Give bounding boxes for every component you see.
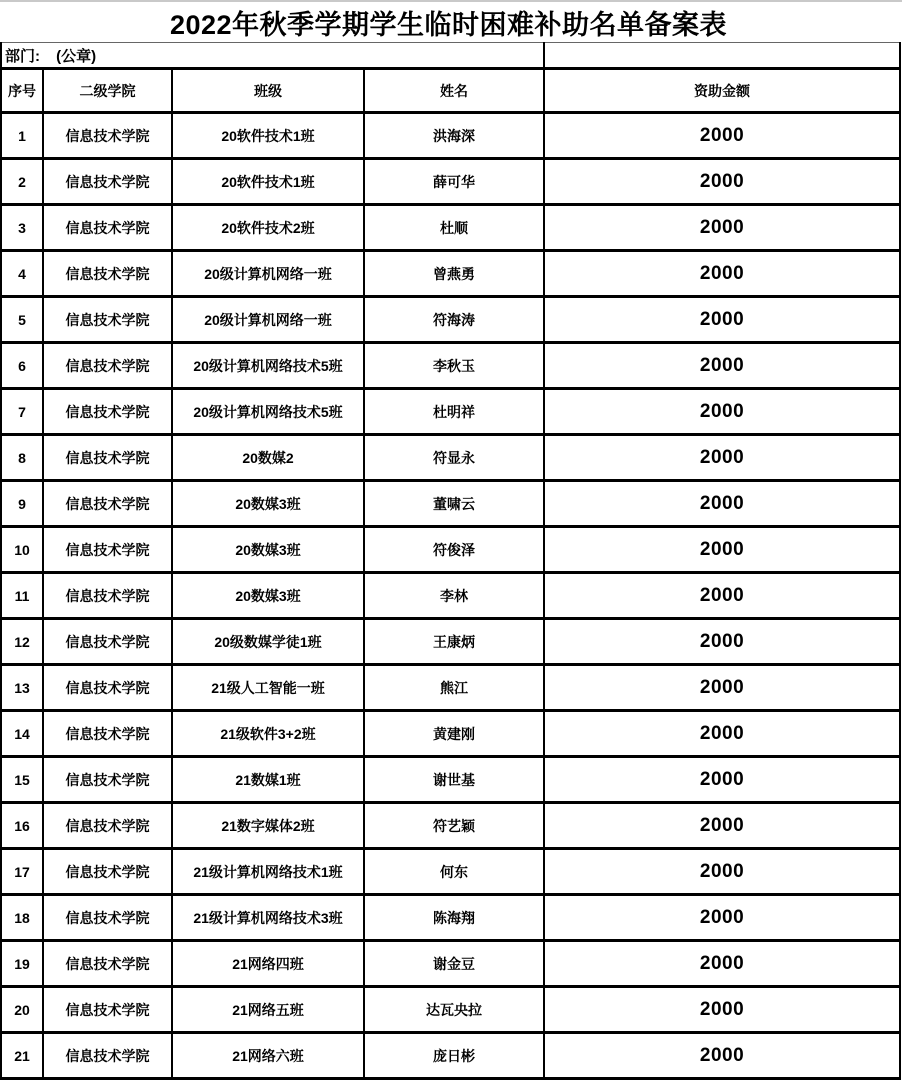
college-cell: 信息技术学院 — [43, 711, 172, 757]
name-cell: 陈海翔 — [364, 895, 544, 941]
amount-cell: 2000 — [544, 251, 900, 297]
amount-cell: 2000 — [544, 435, 900, 481]
college-cell: 信息技术学院 — [43, 297, 172, 343]
class-cell: 20软件技术1班 — [172, 113, 364, 159]
serial-cell: 9 — [1, 481, 43, 527]
serial-cell: 15 — [1, 757, 43, 803]
college-cell: 信息技术学院 — [43, 205, 172, 251]
name-cell: 谢金豆 — [364, 941, 544, 987]
name-cell: 符艺颖 — [364, 803, 544, 849]
serial-cell: 1 — [1, 113, 43, 159]
amount-cell: 2000 — [544, 849, 900, 895]
serial-cell: 14 — [1, 711, 43, 757]
roster-table — [0, 42, 901, 1080]
table-row — [1, 435, 900, 481]
column-header-amount: 资助金额 — [544, 69, 900, 113]
college-cell: 信息技术学院 — [43, 757, 172, 803]
serial-cell: 11 — [1, 573, 43, 619]
column-header-college: 二级学院 — [43, 69, 172, 113]
college-cell: 信息技术学院 — [43, 941, 172, 987]
table-row — [1, 113, 900, 159]
column-header-serial: 序号 — [1, 69, 43, 113]
amount-cell: 2000 — [544, 803, 900, 849]
college-cell: 信息技术学院 — [43, 435, 172, 481]
name-cell: 达瓦央拉 — [364, 987, 544, 1033]
class-cell: 20级计算机网络技术5班 — [172, 343, 364, 389]
amount-cell: 2000 — [544, 527, 900, 573]
name-cell: 薛可华 — [364, 159, 544, 205]
amount-cell: 2000 — [544, 757, 900, 803]
name-cell: 杜顺 — [364, 205, 544, 251]
amount-cell: 2000 — [544, 113, 900, 159]
name-cell: 何东 — [364, 849, 544, 895]
serial-cell: 19 — [1, 941, 43, 987]
name-cell: 符俊泽 — [364, 527, 544, 573]
college-cell: 信息技术学院 — [43, 159, 172, 205]
amount-cell: 2000 — [544, 573, 900, 619]
class-cell: 20软件技术2班 — [172, 205, 364, 251]
serial-cell: 18 — [1, 895, 43, 941]
class-cell: 21级计算机网络技术1班 — [172, 849, 364, 895]
college-cell: 信息技术学院 — [43, 113, 172, 159]
amount-cell: 2000 — [544, 711, 900, 757]
class-cell: 21网络四班 — [172, 941, 364, 987]
amount-cell: 2000 — [544, 389, 900, 435]
class-cell: 20数媒2 — [172, 435, 364, 481]
name-cell: 符海涛 — [364, 297, 544, 343]
table-row — [1, 159, 900, 205]
serial-cell: 3 — [1, 205, 43, 251]
table-row — [1, 941, 900, 987]
college-cell: 信息技术学院 — [43, 251, 172, 297]
class-cell: 20数媒3班 — [172, 527, 364, 573]
serial-cell: 13 — [1, 665, 43, 711]
name-cell: 李林 — [364, 573, 544, 619]
table-row — [1, 757, 900, 803]
college-cell: 信息技术学院 — [43, 573, 172, 619]
table-row — [1, 1033, 900, 1079]
serial-cell: 17 — [1, 849, 43, 895]
serial-cell: 21 — [1, 1033, 43, 1079]
department-cell — [1, 43, 544, 69]
table-row — [1, 573, 900, 619]
amount-cell: 2000 — [544, 159, 900, 205]
table-row — [1, 205, 900, 251]
department-row — [1, 43, 900, 69]
serial-cell: 2 — [1, 159, 43, 205]
column-header-name: 姓名 — [364, 69, 544, 113]
college-cell: 信息技术学院 — [43, 481, 172, 527]
college-cell: 信息技术学院 — [43, 1033, 172, 1079]
class-cell: 21数媒1班 — [172, 757, 364, 803]
class-cell: 20软件技术1班 — [172, 159, 364, 205]
serial-cell: 4 — [1, 251, 43, 297]
name-cell: 谢世基 — [364, 757, 544, 803]
table-row — [1, 481, 900, 527]
class-cell: 20级计算机网络一班 — [172, 297, 364, 343]
serial-cell: 5 — [1, 297, 43, 343]
table-row — [1, 619, 900, 665]
table-body — [1, 113, 900, 1079]
name-cell: 符显永 — [364, 435, 544, 481]
college-cell: 信息技术学院 — [43, 389, 172, 435]
table-row — [1, 987, 900, 1033]
table-header-row — [1, 69, 900, 113]
class-cell: 21网络六班 — [172, 1033, 364, 1079]
table-row — [1, 389, 900, 435]
table-row — [1, 665, 900, 711]
table-row — [1, 343, 900, 389]
amount-cell: 2000 — [544, 205, 900, 251]
class-cell: 20数媒3班 — [172, 481, 364, 527]
serial-cell: 20 — [1, 987, 43, 1033]
name-cell: 洪海深 — [364, 113, 544, 159]
page-title: 2022年秋季学期学生临时困难补助名单备案表 — [169, 9, 728, 40]
serial-cell: 16 — [1, 803, 43, 849]
amount-cell: 2000 — [544, 941, 900, 987]
name-cell: 杜明祥 — [364, 389, 544, 435]
name-cell: 熊江 — [364, 665, 544, 711]
table-row — [1, 803, 900, 849]
name-cell: 李秋玉 — [364, 343, 544, 389]
amount-cell: 2000 — [544, 297, 900, 343]
name-cell: 庞日彬 — [364, 1033, 544, 1079]
amount-cell: 2000 — [544, 987, 900, 1033]
name-cell: 曾燕勇 — [364, 251, 544, 297]
table-row — [1, 711, 900, 757]
class-cell: 20级计算机网络技术5班 — [172, 389, 364, 435]
class-cell: 20级数媒学徒1班 — [172, 619, 364, 665]
serial-cell: 8 — [1, 435, 43, 481]
class-cell: 21网络五班 — [172, 987, 364, 1033]
class-cell: 21级软件3+2班 — [172, 711, 364, 757]
college-cell: 信息技术学院 — [43, 619, 172, 665]
amount-cell: 2000 — [544, 1033, 900, 1079]
amount-cell: 2000 — [544, 619, 900, 665]
amount-cell: 2000 — [544, 665, 900, 711]
college-cell: 信息技术学院 — [43, 343, 172, 389]
table-row — [1, 895, 900, 941]
serial-cell: 10 — [1, 527, 43, 573]
table-row — [1, 849, 900, 895]
column-header-class: 班级 — [172, 69, 364, 113]
serial-cell: 6 — [1, 343, 43, 389]
college-cell: 信息技术学院 — [43, 987, 172, 1033]
department-empty-cell — [544, 43, 900, 69]
college-cell: 信息技术学院 — [43, 665, 172, 711]
class-cell: 21级人工智能一班 — [172, 665, 364, 711]
class-cell: 20数媒3班 — [172, 573, 364, 619]
table-row — [1, 297, 900, 343]
table-row — [1, 251, 900, 297]
name-cell: 王康炳 — [364, 619, 544, 665]
class-cell: 20级计算机网络一班 — [172, 251, 364, 297]
college-cell: 信息技术学院 — [43, 849, 172, 895]
seal-label: (公章) — [56, 47, 97, 65]
serial-cell: 12 — [1, 619, 43, 665]
name-cell: 黄建刚 — [364, 711, 544, 757]
name-cell: 董啸云 — [364, 481, 544, 527]
table-row — [1, 527, 900, 573]
department-label: 部门: — [5, 47, 40, 65]
amount-cell: 2000 — [544, 895, 900, 941]
amount-cell: 2000 — [544, 481, 900, 527]
college-cell: 信息技术学院 — [43, 527, 172, 573]
class-cell: 21数字媒体2班 — [172, 803, 364, 849]
class-cell: 21级计算机网络技术3班 — [172, 895, 364, 941]
college-cell: 信息技术学院 — [43, 803, 172, 849]
serial-cell: 7 — [1, 389, 43, 435]
college-cell: 信息技术学院 — [43, 895, 172, 941]
amount-cell: 2000 — [544, 343, 900, 389]
